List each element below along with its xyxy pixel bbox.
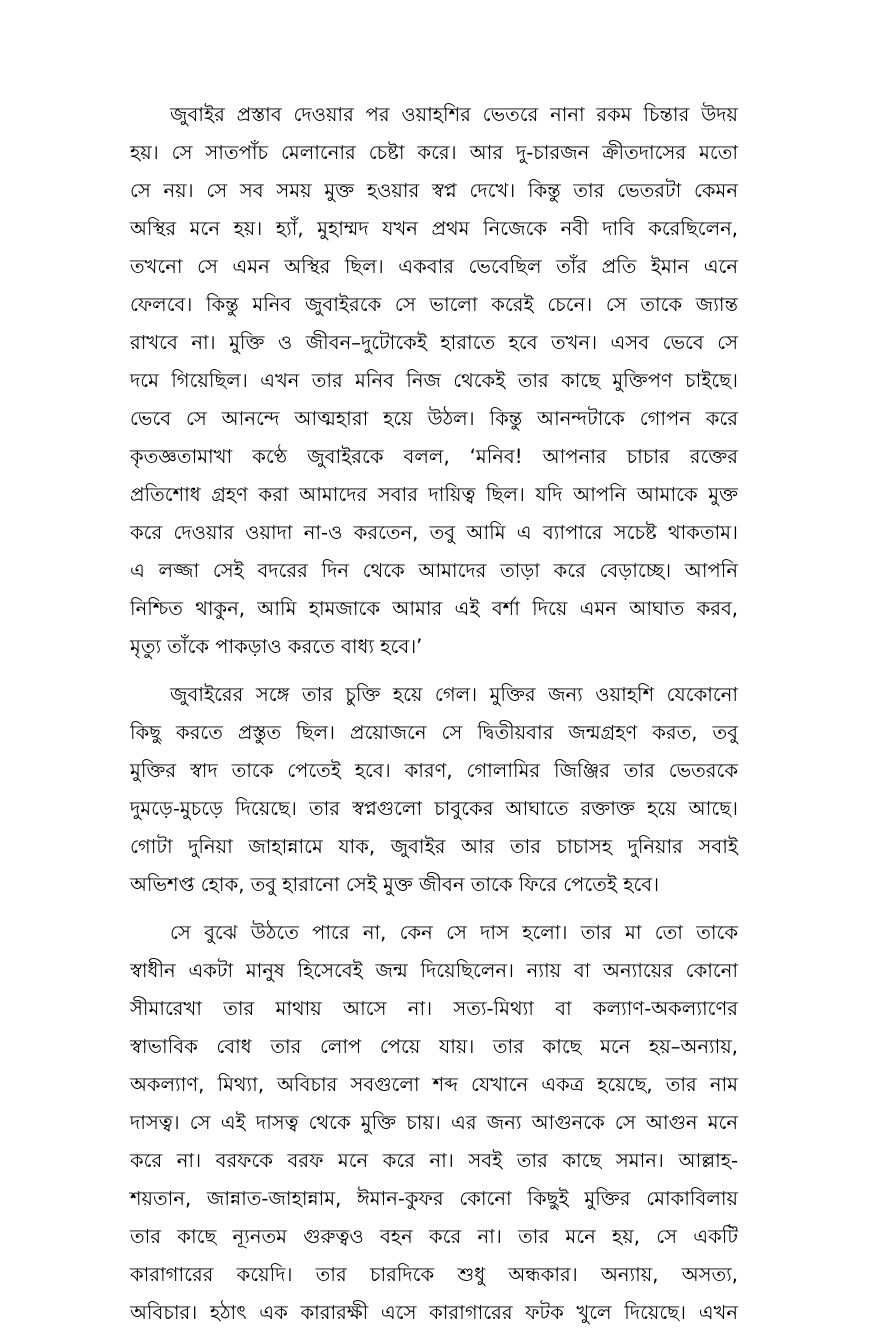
- paragraph-3: [130, 914, 738, 1332]
- text-line: স্বাভাবিক বোধ তার লোপ পেয়ে যায়। তার কাছে মনে হয়–অন্যায়,: [130, 1035, 738, 1058]
- text-line: ভেবে সে আনন্দে আত্মহারা হয়ে উঠল। কিন্তু আনন্দটাকে গোপন করে: [130, 407, 738, 430]
- text-line: অকল্যাণ, মিথ্যা, অবিচার সবগুলো শব্দ যেখানে একত্র হয়েছে, তার নাম: [130, 1073, 738, 1096]
- text-line: অভিশপ্ত হোক, তবু হারানো সেই মুক্ত জীবন তাকে ফিরে পেতেই হবে।: [130, 873, 660, 896]
- text-line: কিছু করতে প্রস্তুত ছিল। প্রয়োজনে সে দ্বিতীয়বার জন্মগ্রহণ করত, তবু: [130, 721, 738, 744]
- text-line: জুবাইর প্রস্তাব দেওয়ার পর ওয়াহশির ভেতরে নানা রকম চিন্তার উদয়: [170, 103, 738, 126]
- text-line: দুমড়ে-মুচড়ে দিয়েছে। তার স্বপ্নগুলো চাবুকের আঘাতে রক্তাক্ত হয়ে আছে।: [130, 797, 738, 820]
- text-line: শয়তান, জান্নাত-জাহান্নাম, ঈমান-কুফর কোনো কিছুই মুক্তির মোকাবিলায়: [130, 1187, 738, 1210]
- paragraph-2: [130, 676, 738, 904]
- text-line: গোটা দুনিয়া জাহান্নামে যাক, জুবাইর আর তার চাচাসহ দুনিয়ার সবাই: [130, 835, 738, 858]
- text-line: প্রতিশোধ গ্রহণ করা আমাদের সবার দায়িত্ব ছিল। যদি আপনি আমাকে মুক্ত: [130, 483, 738, 506]
- text-line: কৃতজ্ঞতামাখা কণ্ঠে জুবাইরকে বলল, ‘মনিব! আপনার চাচার রক্তের: [130, 445, 738, 468]
- text-line: দাসত্ব। সে এই দাসত্ব থেকে মুক্তি চায়। এর জন্য আগুনকে সে আগুন মনে: [130, 1111, 738, 1134]
- text-line: স্বাধীন একটা মানুষ হিসেবেই জন্ম দিয়েছিলেন। ন্যায় বা অন্যায়ের কোনো: [130, 959, 738, 982]
- paragraph-1: [130, 96, 738, 666]
- text-line: করে না। বরফকে বরফ মনে করে না। সবই তার কাছে সমান। আল্লাহ-: [130, 1149, 738, 1172]
- text-line: অস্থির মনে হয়। হ্যাঁ, মুহাম্মদ যখন প্রথম নিজেকে নবী দাবি করেছিলেন,: [130, 217, 738, 240]
- text-line: সে নয়। সে সব সময় মুক্ত হওয়ার স্বপ্ন দেখে। কিন্তু তার ভেতরটা কেমন: [130, 179, 738, 202]
- text-line: সে বুঝে উঠতে পারে না, কেন সে দাস হলো। তার মা তো তাকে: [170, 921, 738, 944]
- text-line: কারাগারের কয়েদি। তার চারদিকে শুধু অন্ধকার। অন্যায়, অসত্য,: [130, 1263, 738, 1286]
- text-line: করে দেওয়ার ওয়াদা না-ও করতেন, তবু আমি এ ব্যাপারে সচেষ্ট থাকতাম।: [130, 521, 738, 544]
- text-line: দমে গিয়েছিল। এখন তার মনিব নিজ থেকেই তার কাছে মুক্তিপণ চাইছে।: [130, 369, 738, 392]
- text-line: রাখবে না। মুক্তি ও জীবন–দুটোকেই হারাতে হবে তখন। এসব ভেবে সে: [130, 331, 738, 354]
- text-line: হয়। সে সাতপাঁচ মেলানোর চেষ্টা করে। আর দু-চারজন ক্রীতদাসের মতো: [130, 141, 738, 164]
- text-line: তখনো সে এমন অস্থির ছিল। একবার ভেবেছিল তাঁর প্রতি ইমান এনে: [130, 255, 738, 278]
- text-line: তার কাছে ন্যূনতম গুরুত্বও বহন করে না। তার মনে হয়, সে একটি: [130, 1225, 738, 1248]
- book-page: [130, 96, 738, 1342]
- text-line: মুক্তির স্বাদ তাকে পেতেই হবে। কারণ, গোলামির জিঞ্জির তার ভেতরকে: [130, 759, 738, 782]
- text-line: নিশ্চিত থাকুন, আমি হামজাকে আমার এই বর্শা দিয়ে এমন আঘাত করব,: [130, 597, 738, 620]
- text-line: সীমারেখা তার মাথায় আসে না। সত্য-মিথ্যা বা কল্যাণ-অকল্যাণের: [130, 997, 738, 1020]
- text-line: ফেলবে। কিন্তু মনিব জুবাইরকে সে ভালো করেই চেনে। সে তাকে জ্যান্ত: [130, 293, 738, 316]
- text-line: মৃত্যু তাঁকে পাকড়াও করতে বাধ্য হবে।’: [130, 635, 423, 658]
- text-line: এ লজ্জা সেই বদরের দিন থেকে আমাদের তাড়া করে বেড়াচ্ছে। আপনি: [130, 559, 738, 582]
- text-line: জুবাইরের সঙ্গে তার চুক্তি হয়ে গেল। মুক্তির জন্য ওয়াহশি যেকোনো: [170, 683, 738, 706]
- text-line: অবিচার। হঠাৎ এক কারারক্ষী এসে কারাগারের ফটক খুলে দিয়েছে। এখন: [130, 1301, 738, 1324]
